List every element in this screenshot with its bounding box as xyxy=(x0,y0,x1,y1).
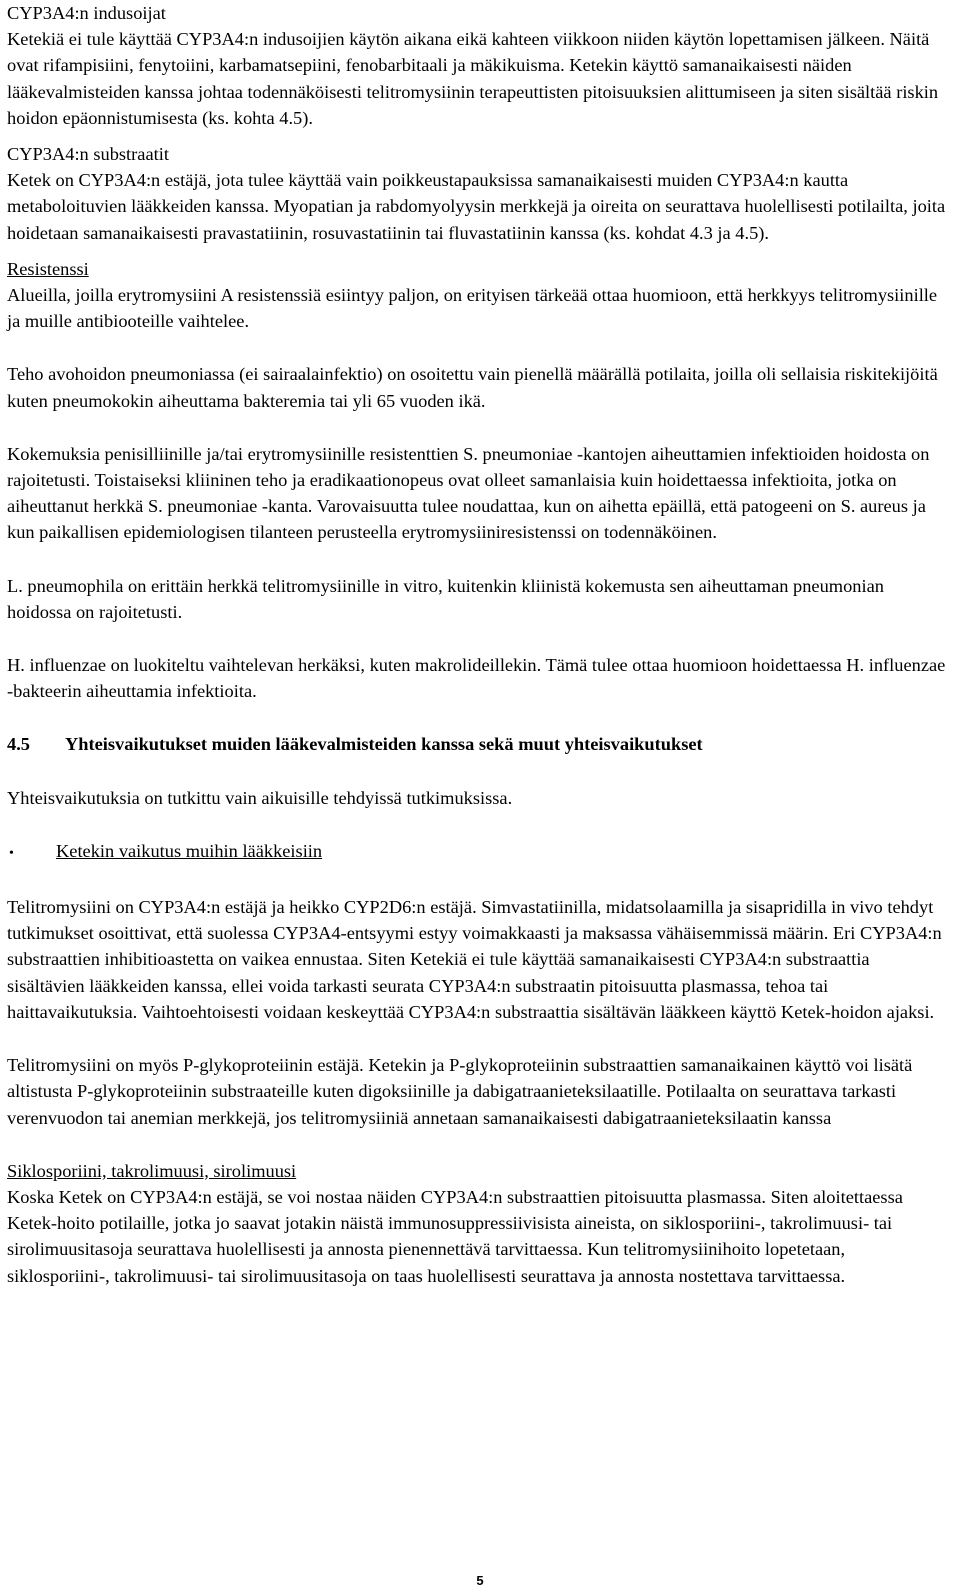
inducers-heading: CYP3A4:n indusoijat xyxy=(7,3,166,23)
inducers-text: Ketekiä ei tule käyttää CYP3A4:n indusoijien käytön aikana eikä kahteen viikkoon niiden käytön lopettamisen jälkeen. Näitä ovat rifampisiini, fenytoiini, karbamatsepiini, fenobarbitaali ja mäkikuisma. Ketekin käyttö samanaikaisesti näiden lääkevalmisteiden kanssa johtaa todennäköisesti telitromysiinin terapeuttisten pitoisuuksien alittumiseen ja siten sisältää riskin hoidon epäonnistumisesta (ks. kohta 4.5). xyxy=(7,29,939,128)
inducers-section xyxy=(7,0,947,131)
immunosuppressants-heading: Siklosporiini, takrolimuusi, sirolimuusi xyxy=(7,1160,297,1181)
resistance-text: Alueilla, joilla erytromysiini A resistenssiä esiintyy paljon, on erityisen tärkeää ottaa huomioon, että herkkyys telitromysiinille ja muille antibiooteille vaihtelee. xyxy=(7,285,938,332)
paragraph-influenzae: H. influenzae on luokiteltu vaihtelevan herkäksi, kuten makrolideillekin. Tämä tulee ottaa huomioon hoidettaessa H. influenzae -bakteerin aiheuttamia infektioita. xyxy=(7,655,946,702)
paragraph-pneumophila: L. pneumophila on erittäin herkkä telitromysiinille in vitro, kuitenkin kliinistä kokemusta sen aiheuttaman pneumonian hoidossa on rajoitetusti. xyxy=(7,575,884,622)
paragraph-efficacy: Teho avohoidon pneumoniassa (ei sairaalainfektio) on osoitettu vain pienellä määrällä potilaita, joilla oli sellaisia riskitekijöitä kuten pneumokokin aiheuttama bakteremia tai yli 65 vuoden ikä. xyxy=(7,364,938,411)
substrates-section xyxy=(7,141,947,246)
bullet-item xyxy=(7,838,947,867)
paragraph-p-glycoprotein: Telitromysiini on myös P-glykoproteiinin estäjä. Ketekin ja P-glykoproteiinin substraattien samanaikainen käyttö voi lisätä altistusta P-glykoproteiinin substraateille kuten digoksiinille ja dabigatraanieteksilaatille. Potilaalta on seurattava tarkasti verenvuodon tai anemian merkkejä, jos telitromysiiniä annetaan samanaikaisesti dabigatraanieteksilaatin kanssa xyxy=(7,1055,913,1128)
section-number: 4.5 xyxy=(7,734,30,755)
paragraph-immunosuppressants: Koska Ketek on CYP3A4:n estäjä, se voi nostaa näiden CYP3A4:n substraattien pitoisuutta plasmassa. Siten aloitettaessa Ketek-hoito potilaille, jotka jo saavat jotakin näistä immunosuppressiivisista aineista, on siklosporiini-, takrolimuusi- tai sirolimuusitasoja seurattava huolellisesti ja annosta pienennettävä tarvittaessa. Kun telitromysiinihoito lopetetaan, siklosporiini-, takrolimuusi- tai sirolimuusitasoja on taas huolellisesti seurattava ja annosta nostettava tarvittaessa. xyxy=(7,1186,903,1286)
page-number: 5 xyxy=(476,1573,484,1588)
paragraph-resistant-strains: Kokemuksia penisilliinille ja/tai erytromysiinille resistenttien S. pneumoniae -kantojen aiheuttamien infektioiden hoidosta on rajoitetusti. Toistaiseksi kliininen teho ja eradikaationopeus ovat olleet samanlaisia kuin hoidettaessa infektioita, jotka on aiheuttanut herkkä S. pneumoniae -kanta. Varovaisuutta tulee noudattaa, kun on aihetta epäillä, että patogeeni on S. aureus ja kun paikallisen epidemiologisen tilanteen perusteella erytromysiiniresistenssi on todennäköinen. xyxy=(7,443,930,543)
interactions-intro: Yhteisvaikutuksia on tutkittu vain aikuisille tehdyissä tutkimuksissa. xyxy=(7,787,513,808)
section-4-5-heading xyxy=(7,731,947,757)
section-title: Yhteisvaikutukset muiden lääkevalmisteiden kanssa sekä muut yhteisvaikutukset xyxy=(65,734,703,755)
paragraph-cyp3a4-inhibitor: Telitromysiini on CYP3A4:n estäjä ja heikko CYP2D6:n estäjä. Simvastatiinilla, midatsolaamilla ja sisapridilla in vivo tehdyt tutkimukset osoittivat, että suolessa CYP3A4-entsyymi estyy voimakkaasti ja maksassa vähäisemmissä määrin. Eri CYP3A4:n substraattien inhibitioastetta on vaikea ennustaa. Siten Ketekiä ei tule käyttää samanaikaisesti CYP3A4:n substraattia sisältävien lääkkeiden kanssa, ellei voida tarkasti seurata CYP3A4:n substraatin pitoisuutta plasmassa, tehoa tai haittavaikutuksia. Vaihtoehtoisesti voidaan keskeyttää CYP3A4:n substraattia sisältävän lääkkeen käyttö Ketek-hoidon ajaksi. xyxy=(7,897,942,1022)
substrates-text: Ketek on CYP3A4:n estäjä, jota tulee käyttää vain poikkeustapauksissa samanaikaisesti muiden CYP3A4:n kautta metaboloituvien lääkkeiden kanssa. Myopatian ja rabdomyolyysin merkkejä ja oireita on seurattava huolellisesti potilailta, joita hoidetaan samanaikaisesti pravastatiinin, rosuvastatiinin tai fluvastatiinin kanssa (ks. kohdat 4.3 ja 4.5). xyxy=(7,170,946,243)
bullet-marker: • xyxy=(9,845,14,861)
document-page xyxy=(7,0,947,1289)
resistance-heading: Resistenssi xyxy=(7,258,89,279)
bullet-heading: Ketekin vaikutus muihin lääkkeisiin xyxy=(56,840,323,861)
substrates-heading: CYP3A4:n substraatit xyxy=(7,144,169,165)
resistance-section xyxy=(7,256,947,335)
